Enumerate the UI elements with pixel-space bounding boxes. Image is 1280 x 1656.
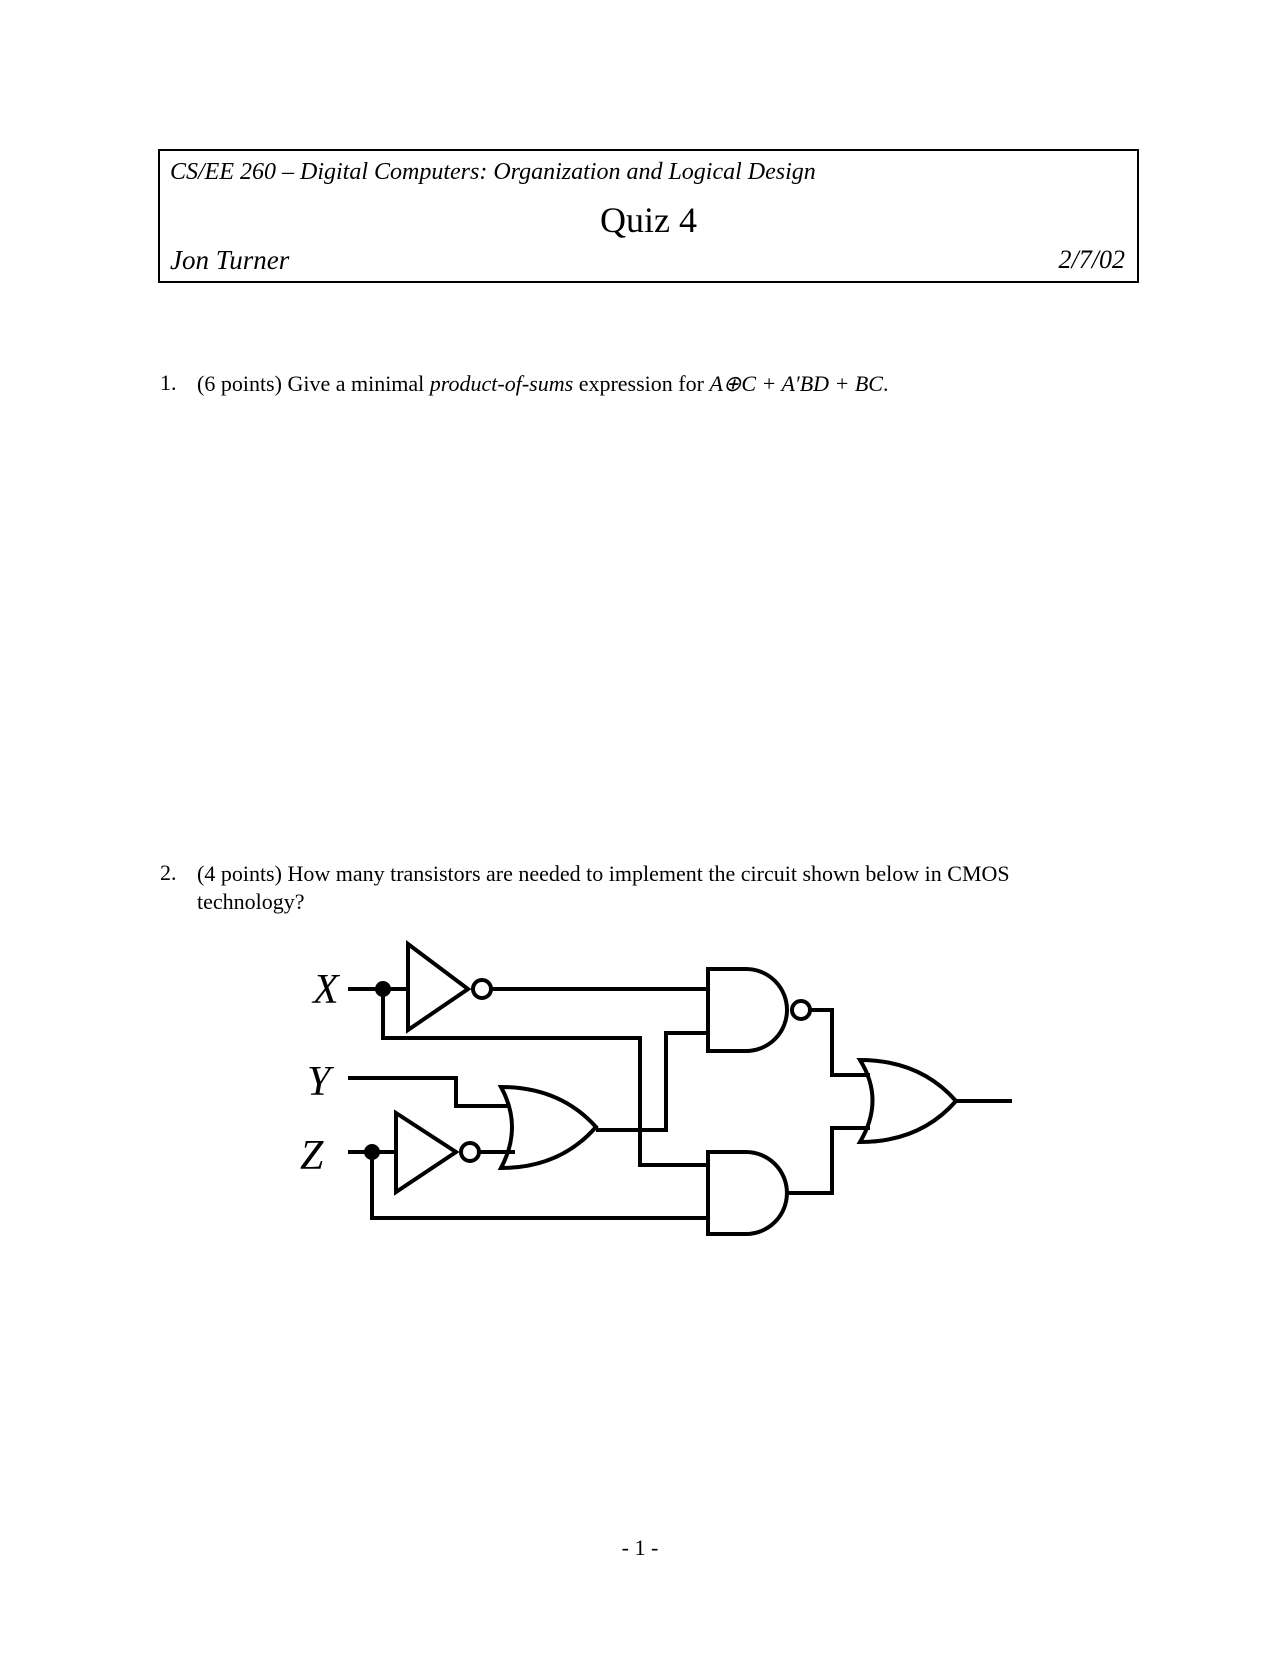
or-gate-1 <box>501 1087 596 1168</box>
or-gate-final <box>860 1060 956 1142</box>
inverter-z <box>396 1113 456 1192</box>
course-title: CS/EE 260 – Digital Computers: Organization and Logical Design <box>170 159 816 185</box>
wire-and-to-or <box>787 1128 870 1193</box>
question-1-rest: expression for <box>573 371 710 396</box>
input-y-label: Y <box>307 1059 331 1105</box>
author-name: Jon Turner <box>170 245 290 275</box>
question-1-number: 1. <box>160 370 177 395</box>
question-1-end: . <box>882 371 889 396</box>
question-2-number: 2. <box>160 860 177 885</box>
nand-gate-bubble <box>792 1001 810 1019</box>
inverter-z-bubble <box>461 1143 479 1161</box>
nand-gate <box>708 969 787 1051</box>
and-gate <box>708 1152 787 1234</box>
quiz-title: Quiz 4 <box>600 200 697 240</box>
question-2-text: (4 points) How many transistors are needed to implement the circuit shown below in CMOS technology? <box>197 861 1010 914</box>
inverter-x <box>408 944 468 1030</box>
wire-or-to-nand <box>596 1033 708 1130</box>
page-number: - 1 - <box>621 1535 659 1560</box>
question-1-emphasis: product-of-sums <box>429 371 574 396</box>
quiz-date: 2/7/02 <box>1058 245 1125 274</box>
input-z-label: Z <box>300 1133 324 1179</box>
inverter-x-bubble <box>473 980 491 998</box>
question-1-lead: (6 points) Give a minimal <box>197 371 430 396</box>
wire-y-input <box>348 1078 509 1106</box>
question-1-expression: A⊕C + A′BD + BC <box>709 371 883 396</box>
input-x-label: X <box>313 967 339 1013</box>
